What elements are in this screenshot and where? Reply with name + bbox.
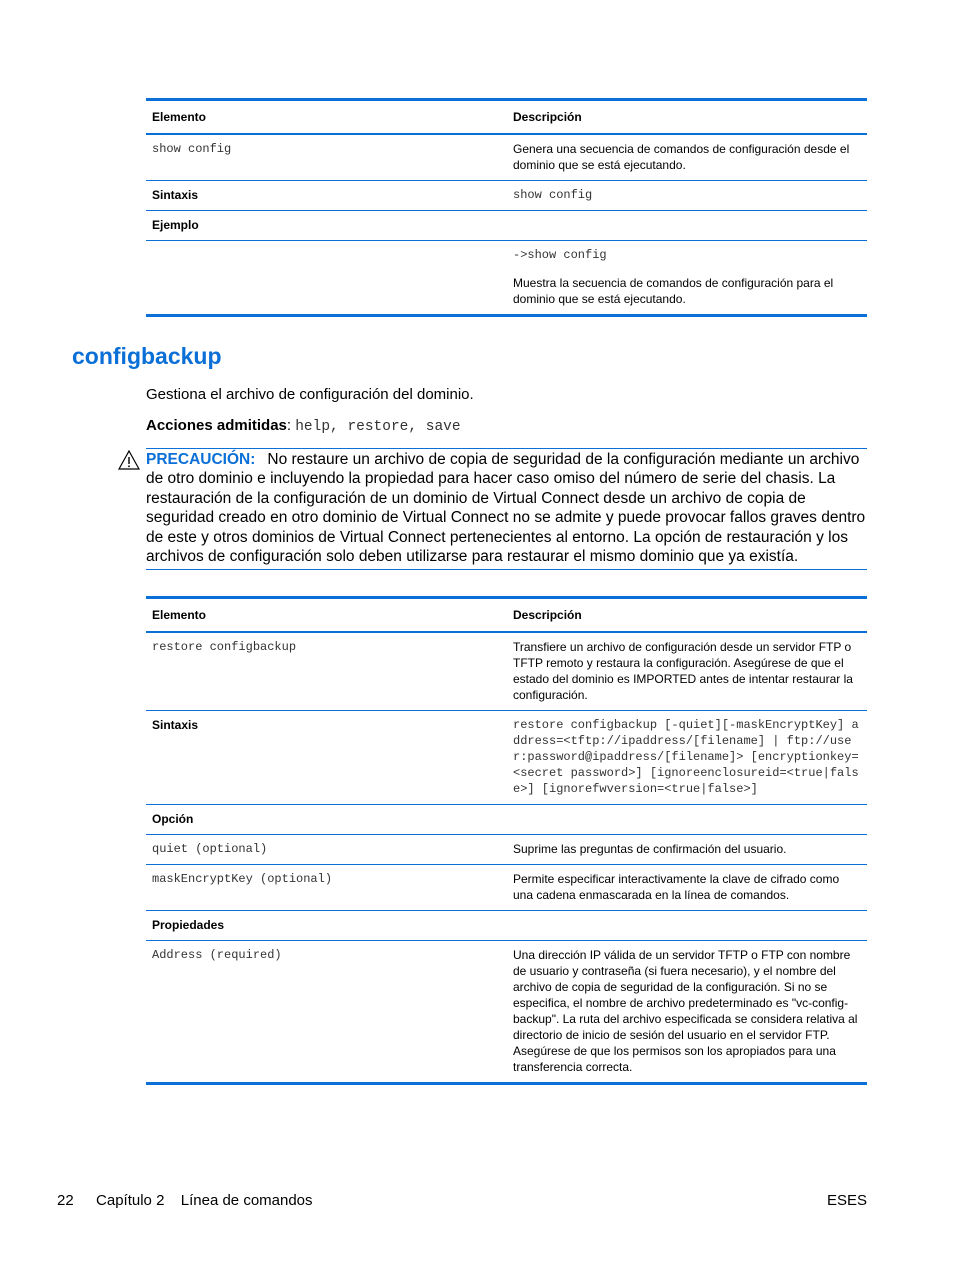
table-row bbox=[146, 941, 867, 1084]
empty-cell bbox=[507, 211, 867, 241]
column-header-elemento: Elemento bbox=[146, 100, 507, 135]
property-description: Una dirección IP válida de un servidor TFTP o FTP con nombre de usuario y contraseña (si fuera necesario), y el nombre del archivo de copia de seguridad de la configuración. Si no se especifica, el nombre de archivo predeterminado es "vc-config-backup". La ruta del archivo especificada se considera relativa al directorio de inicio de sesión del usuario en el servidor FTP. Asegúrese de que los permisos son los apropiados para una transferencia correcta. bbox=[513, 948, 858, 1074]
table-row bbox=[146, 911, 867, 941]
option-name: maskEncryptKey (optional) bbox=[146, 865, 507, 911]
column-header-descripcion: Descripción bbox=[507, 100, 867, 135]
warning-triangle-icon bbox=[118, 450, 140, 470]
row-label-opcion: Opción bbox=[146, 805, 507, 835]
command-name: show config bbox=[146, 134, 507, 181]
empty-cell bbox=[507, 805, 867, 835]
empty-cell bbox=[146, 241, 507, 316]
actions-value: help, restore, save bbox=[295, 419, 461, 435]
table-row bbox=[146, 865, 867, 911]
example-code: ->show config bbox=[513, 248, 607, 262]
page-footer-left bbox=[57, 1192, 313, 1209]
property-name: Address (required) bbox=[152, 948, 282, 962]
example-description: Muestra la secuencia de comandos de configuración para el dominio que se está ejecutando. bbox=[513, 276, 834, 306]
commands-table-configbackup bbox=[146, 596, 867, 1085]
table-row bbox=[146, 181, 867, 211]
table-row bbox=[146, 835, 867, 865]
syntax-value: show config bbox=[507, 181, 867, 211]
caution-text: No restaure un archivo de copia de seguridad de la configuración mediante un archivo de otro dominio e incluyendo la propiedad para hacer caso omiso del número de serie del chasis. La restauración de la configuración de un dominio de Virtual Connect desde un archivo de copia de seguridad creado en otro dominio de Virtual Connect no se admite y puede provocar fallos graves dentro de este y otros dominios de Virtual Connect pertenecientes al entorno. La opción de restauración y los archivos de configuración solo deben utilizarse para restaurar el mismo dominio que ya existía. bbox=[146, 451, 866, 566]
actions-label: Acciones admitidas bbox=[146, 417, 287, 434]
table-row bbox=[146, 211, 867, 241]
row-label-ejemplo: Ejemplo bbox=[146, 211, 507, 241]
section-intro: Gestiona el archivo de configuración del dominio. bbox=[146, 386, 474, 403]
command-description: Genera una secuencia de comandos de configuración desde el dominio que se está ejecutando. bbox=[507, 134, 867, 181]
table-row bbox=[146, 632, 867, 711]
option-description: Permite especificar interactivamente la clave de cifrado como una cadena enmascarada en la línea de comandos. bbox=[507, 865, 867, 911]
table-row bbox=[146, 134, 867, 181]
command-name: restore configbackup bbox=[146, 632, 507, 711]
footer-locale: ESES bbox=[826, 1192, 867, 1209]
row-label-sintaxis: Sintaxis bbox=[146, 711, 507, 805]
chapter-label: Capítulo 2 bbox=[96, 1192, 165, 1209]
empty-cell bbox=[507, 911, 867, 941]
table-row bbox=[146, 711, 867, 805]
syntax-value: restore configbackup [-quiet][-maskEncryptKey] address=<tftp://ipaddress/[filename] | ftp://user:password@ipaddress/[filename]> [encryptionkey=<secret password>] [ignoreenclosureid=<true|false>] [ignorefwversion=<true|false>] bbox=[507, 711, 867, 805]
row-label-propiedades: Propiedades bbox=[146, 911, 507, 941]
example-cell bbox=[507, 241, 867, 316]
option-description: Suprime las preguntas de confirmación del usuario. bbox=[507, 835, 867, 865]
chapter-title: Línea de comandos bbox=[180, 1192, 313, 1209]
option-name: quiet (optional) bbox=[146, 835, 507, 865]
command-description: Transfiere un archivo de configuración desde un servidor FTP o TFTP remoto y restaura la configuración. Asegúrese de que el estado del dominio es IMPORTED antes de intentar restaurar la configuración. bbox=[507, 632, 867, 711]
supported-actions bbox=[146, 417, 461, 435]
caution-label: PRECAUCIÓN: bbox=[146, 451, 256, 468]
row-label-sintaxis: Sintaxis bbox=[146, 181, 507, 211]
commands-table-show-config bbox=[146, 98, 867, 317]
caution-note bbox=[146, 448, 867, 570]
table-row bbox=[146, 241, 867, 316]
section-title: configbackup bbox=[72, 343, 222, 369]
column-header-descripcion: Descripción bbox=[507, 598, 867, 633]
page-number: 22 bbox=[57, 1192, 74, 1209]
column-header-elemento: Elemento bbox=[146, 598, 507, 633]
actions-separator: : bbox=[286, 417, 296, 434]
table-row bbox=[146, 805, 867, 835]
